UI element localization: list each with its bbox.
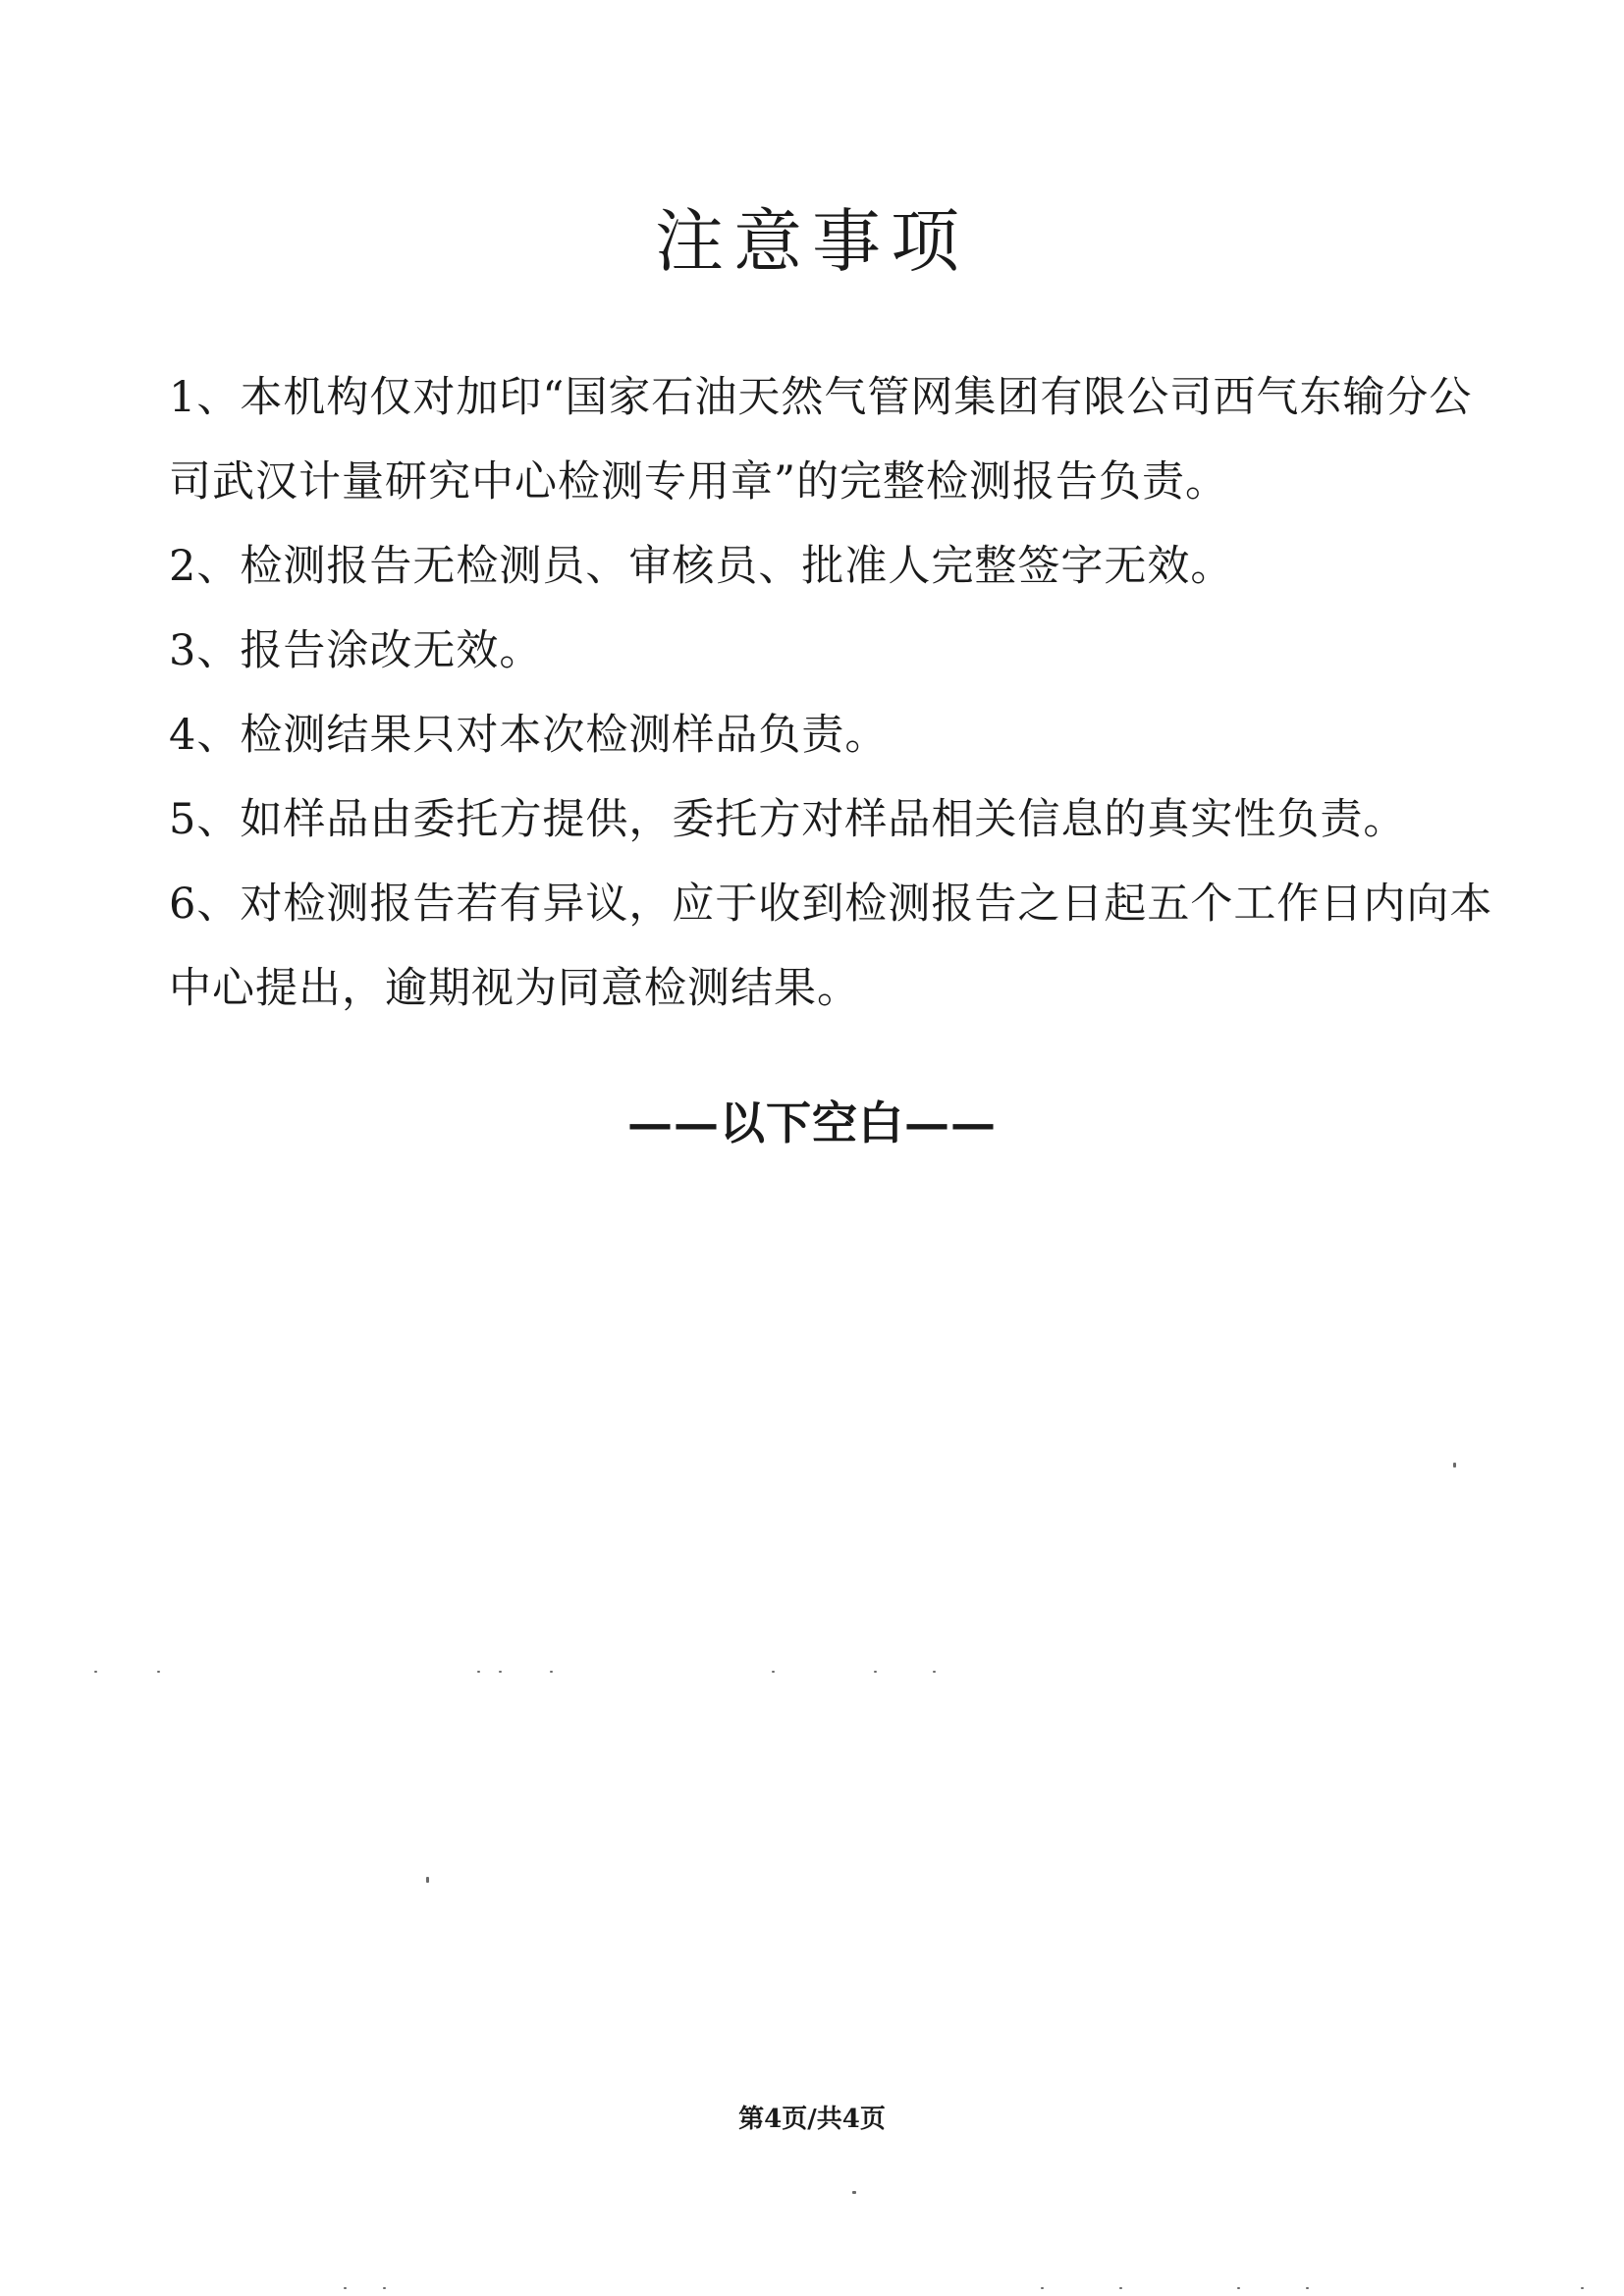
scan-speck: [1237, 2287, 1240, 2289]
notice-item-3: 3、报告涂改无效。: [169, 626, 543, 675]
notice-item-4: 4、检测结果只对本次检测样品负责。: [169, 711, 889, 760]
blank-below-marker: ——以下空白——: [627, 1096, 997, 1149]
scan-speck: [477, 1671, 480, 1673]
scan-speck: [1581, 2287, 1584, 2289]
scan-speck: [874, 1671, 877, 1673]
scan-speck: [499, 1671, 502, 1673]
notice-item-5: 5、如样品由委托方提供，委托方对样品相关信息的真实性负责。: [169, 795, 1407, 844]
scan-speck: [1041, 2287, 1044, 2289]
scan-speck: [426, 1877, 429, 1883]
notice-item-1: 1、本机构仅对加印“国家石油天然气管网集团有限公司西气东输分公司武汉计量研究中心检测专用章”的完整检测报告负责。: [169, 373, 1473, 507]
scan-speck: [383, 2287, 386, 2289]
scan-speck: [852, 2191, 856, 2194]
scan-speck: [157, 1671, 160, 1673]
scan-speck: [94, 1671, 97, 1673]
scan-speck: [772, 1671, 775, 1673]
scan-speck: [550, 1671, 553, 1673]
scan-speck: [344, 2287, 347, 2289]
scan-speck: [1453, 1463, 1456, 1468]
page-number: 第4页/共4页: [738, 2105, 886, 2134]
page-title: 注意事项: [655, 201, 969, 282]
scan-speck: [1119, 2287, 1122, 2289]
scan-speck: [1306, 2287, 1309, 2289]
scan-speck: [933, 1671, 936, 1673]
notice-item-6: 6、对检测报告若有异议，应于收到检测报告之日起五个工作日内向本中心提出，逾期视为同意检测结果。: [169, 880, 1493, 1013]
notice-list: [169, 355, 1504, 1031]
notice-item-2: 2、检测报告无检测员、审核员、批准人完整签字无效。: [169, 542, 1234, 591]
